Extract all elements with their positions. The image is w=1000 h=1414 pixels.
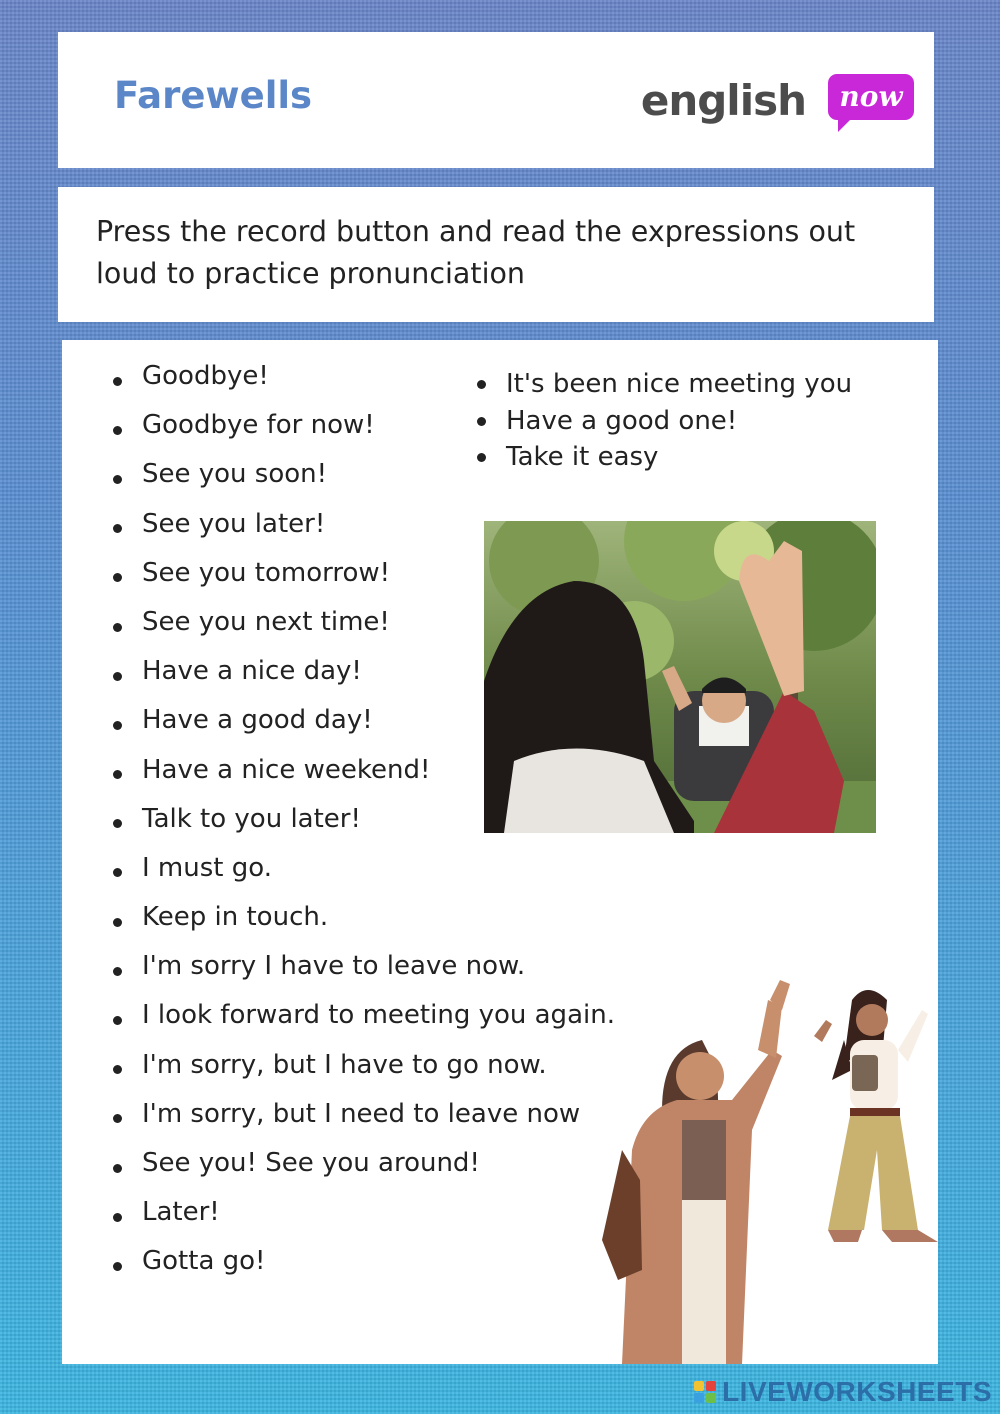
bullet-icon xyxy=(113,868,122,877)
expression-text: Keep in touch. xyxy=(142,902,329,933)
bullet-icon xyxy=(113,918,122,927)
bullet-icon xyxy=(113,426,122,435)
bullet-icon xyxy=(113,1164,122,1173)
expression-item xyxy=(110,848,615,897)
expression-text: Later! xyxy=(142,1197,220,1228)
liveworksheets-logo-icon xyxy=(694,1381,716,1403)
header-card xyxy=(58,32,934,168)
instructions-text: Press the record button and read the expressions out loud to practice pronunciation xyxy=(96,215,856,290)
bullet-icon xyxy=(113,819,122,828)
expression-text: Have a good day! xyxy=(142,705,373,736)
expression-text: See you later! xyxy=(142,508,326,539)
waving-photo xyxy=(484,521,876,833)
expression-item xyxy=(110,1094,615,1143)
expressions-list-right xyxy=(474,366,852,476)
logo-speech-bubble xyxy=(828,74,914,120)
expression-text: It's been nice meeting you xyxy=(506,369,853,399)
expression-text: I'm sorry, but I have to go now. xyxy=(142,1049,547,1080)
expression-text: Have a good one! xyxy=(506,405,738,436)
bullet-icon xyxy=(113,475,122,484)
expression-text: See you soon! xyxy=(142,459,328,490)
expression-item xyxy=(110,946,615,995)
bullet-icon xyxy=(113,770,122,779)
expression-text: See you! See you around! xyxy=(142,1148,480,1178)
english-now-logo xyxy=(640,72,914,134)
expression-text: Goodbye! xyxy=(142,361,269,391)
bullet-icon xyxy=(113,1016,122,1025)
expression-text: I'm sorry I have to leave now. xyxy=(142,951,526,982)
bullet-icon xyxy=(477,380,486,389)
bullet-icon xyxy=(113,1213,122,1222)
expressions-card xyxy=(62,340,938,1364)
expression-item xyxy=(110,897,615,946)
expression-text: See you tomorrow! xyxy=(142,557,391,588)
instructions-card xyxy=(58,187,934,322)
logo-text: english xyxy=(640,76,806,125)
bullet-icon xyxy=(477,453,486,462)
page-title: Farewells xyxy=(114,74,313,117)
expression-item xyxy=(474,366,852,403)
expression-item xyxy=(110,1045,615,1094)
expression-text: I'm sorry, but I need to leave now xyxy=(142,1098,581,1129)
waving-women-illustration xyxy=(582,980,942,1364)
expression-item xyxy=(110,1241,615,1290)
expression-item xyxy=(474,439,852,476)
expression-text: Gotta go! xyxy=(142,1246,266,1277)
bullet-icon xyxy=(113,967,122,976)
bullet-icon xyxy=(113,573,122,582)
logo-badge-text: now xyxy=(839,80,903,113)
expression-item xyxy=(474,403,852,440)
expression-text: See you next time! xyxy=(142,606,390,637)
bullet-icon xyxy=(113,524,122,533)
bullet-icon xyxy=(113,1065,122,1074)
bullet-icon xyxy=(113,721,122,730)
liveworksheets-watermark xyxy=(694,1376,992,1408)
expression-item xyxy=(110,1143,615,1192)
expression-item xyxy=(110,995,615,1044)
bullet-icon xyxy=(113,377,122,386)
expression-text: Have a nice day! xyxy=(142,656,362,687)
expression-item xyxy=(110,1192,615,1241)
expression-text: Have a nice weekend! xyxy=(142,754,431,785)
watermark-text: LIVEWORKSHEETS xyxy=(722,1376,992,1407)
expression-text: Talk to you later! xyxy=(142,803,361,834)
expression-text: Take it easy xyxy=(506,442,659,472)
bullet-icon xyxy=(113,1262,122,1271)
bullet-icon xyxy=(477,417,486,426)
expression-text: I look forward to meeting you again. xyxy=(142,1000,615,1031)
expression-text: Goodbye for now! xyxy=(142,410,375,441)
bullet-icon xyxy=(113,623,122,632)
bullet-icon xyxy=(113,1114,122,1123)
expression-text: I must go. xyxy=(142,852,272,883)
bullet-icon xyxy=(113,672,122,681)
